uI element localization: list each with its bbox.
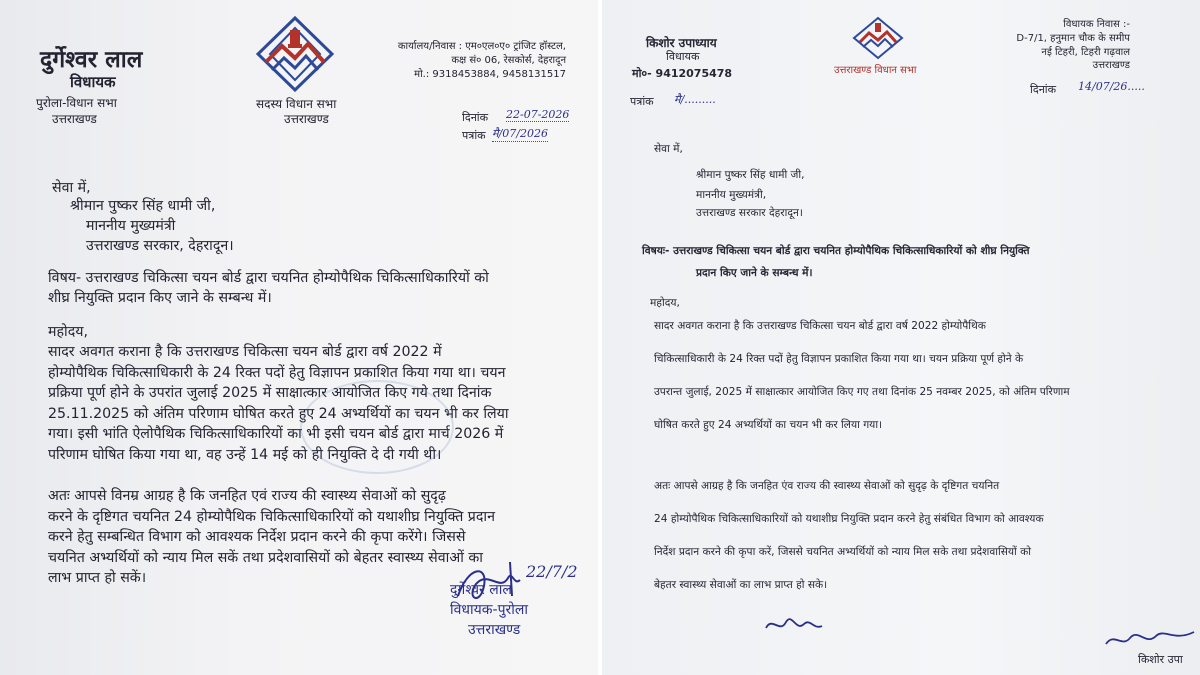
paragraph-line: अतः आपसे आग्रह है कि जनहित एंव राज्य की स्वास्थ्य सेवाओं को सुदृढ़ के दृष्टिगत चयनित [654, 480, 1000, 492]
paragraph-line: उपरान्त जुलाई, 2025 में साक्षात्कार आयोजित किए गए तथा दिनांक 25 नवम्बर 2025, को अंतिम परिणाम [654, 386, 1070, 398]
stamp-line: दुर्गेश्वर लाल [450, 582, 512, 598]
emblem-caption: सदस्य विधान सभा [256, 97, 337, 111]
signatory-stamp [450, 580, 528, 640]
date-value: 22-07-2026 [506, 108, 570, 121]
paragraph-line: करने के दृष्टिगत चयनित 24 होम्योपैथिक चिकित्साधिकारियों को यथाशीघ्र नियुक्ति प्रदान [48, 508, 495, 525]
sender-mobile: मो०- 9412075478 [632, 67, 733, 80]
stamp-line: विधायक-पुरोला [450, 602, 528, 618]
sender-state: उत्तराखण्ड [52, 112, 97, 126]
address-line: D-7/1, हनुमान चौक के समीप [1016, 32, 1130, 44]
paragraph-line: परिणाम घोषित किया गया था, वह उन्हें 14 मई को ही नियुक्ति दे दी गयी थी। [48, 446, 442, 463]
emblem-caption: उत्तराखण्ड विधान सभा [834, 65, 917, 76]
paragraph-line: प्रक्रिया पूर्ण होने के उपरांत जुलाई 2025 में साक्षात्कार आयोजित किए गये तथा दिनांक [48, 385, 492, 402]
signature-date: 22/7/2 [526, 562, 578, 581]
sender-address [366, 40, 566, 82]
sender-name: किशोर उपाध्याय [646, 36, 717, 50]
address-line: नई टिहरी, टिहरी गढ़वाल [1041, 46, 1130, 58]
reference-value: मै/07/2026 [492, 127, 548, 140]
body-paragraph-2 [654, 470, 1044, 602]
addressee-title: माननीय मुख्यमंत्री [86, 218, 176, 234]
reference-label: पत्रांक [462, 129, 486, 142]
paragraph-line: अतः आपसे विनम्र आग्रह है कि जनहित एवं राज्य की स्वास्थ्य सेवाओं को सुदृढ़ [48, 488, 446, 504]
uttarakhand-emblem-icon [852, 16, 904, 60]
paragraph-line: 25.11.2025 को अंतिम परिणाम घोषित करते हुए 24 अभ्यर्थियों का चयन भी कर लिया [48, 405, 509, 422]
body-paragraph-2 [48, 486, 495, 589]
paragraph-line: घोषित करते हुए 24 अभ्यर्थियों का चयन भी कर लिया गया। [654, 419, 883, 431]
addressee-intro: सेवा में, [52, 180, 91, 196]
sender-constituency: पुरोला-विधान सभा [36, 96, 117, 110]
paragraph-line: लाभ प्राप्त हो सकें। [48, 570, 147, 587]
sender-name: दुर्गेश्वर लाल [40, 47, 143, 73]
paragraph-line: सादर अवगत कराना है कि उत्तराखण्ड चिकित्सा चयन बोर्ड द्वारा वर्ष 2022 होम्योपैथिक [654, 320, 986, 332]
addressee-name: श्रीमान पुष्कर सिंह धामी जी, [696, 169, 805, 181]
address-line: कक्ष सं० 06, रेसकोर्स, देहरादून [451, 55, 566, 66]
address-line: कार्यालय/निवास : एम०एल०ए० ट्रांजिट हॉस्टल, [397, 41, 566, 52]
addressee-title: माननीय मुख्यमंत्री, [696, 189, 767, 201]
paragraph-line: करने हेतु सम्बन्धित विभाग को आवश्यक निर्देश प्रदान करने की कृपा करेंगे। जिससे [48, 529, 466, 546]
addressee-name: श्रीमान पुष्कर सिंह धामी जी, [70, 198, 216, 214]
paragraph-line: सादर अवगत कराना है कि उत्तराखण्ड चिकित्सा चयन बोर्ड द्वारा वर्ष 2022 में [48, 344, 442, 360]
stamp-bleed-through [300, 380, 454, 474]
paragraph-line: निर्देश प्रदान करने की कृपा करें, जिससे चयनित अभ्यर्थियों को न्याय मिल सके तथा प्रदेशवासियों को [654, 546, 1032, 558]
signature-scribble [1102, 624, 1198, 652]
date-label: दिनांक [1030, 83, 1057, 96]
initial-scribble [762, 610, 842, 640]
date-label: दिनांक [462, 111, 489, 124]
salutation: महोदय, [650, 297, 680, 309]
paragraph-line: चिकित्साधिकारी के 24 रिक्त पदों हेतु विज्ञापन प्रकाशित किया गया था। चयन प्रक्रिया पूर्ण होने के [654, 353, 1024, 365]
address-line: मो.: 9318453884, 9458131517 [414, 69, 566, 80]
addressee-intro: सेवा में, [654, 143, 683, 155]
paragraph-line: 24 होम्योपैथिक चिकित्साधिकारियों को यथाशीघ्र नियुक्ति प्रदान करने हेतु संबंधित विभाग को आवश्यक [654, 513, 1044, 525]
address-line: विधायक निवास :- [1063, 19, 1130, 30]
reference-value: मै/......... [674, 93, 716, 106]
sender-address [962, 18, 1130, 73]
emblem-caption-state: उत्तराखण्ड [284, 112, 329, 126]
sender-role: विधायक [666, 50, 700, 63]
addressee-office: उत्तराखण्ड सरकार, देहरादून। [86, 238, 234, 254]
paragraph-line: बेहतर स्वास्थ्य सेवाओं का लाभ प्राप्त हो सके। [654, 579, 828, 591]
paragraph-line: चयनित अभ्यर्थियों को न्याय मिल सकें तथा प्रदेशवासियों को बेहतर स्वास्थ्य सेवाओं का [48, 549, 483, 566]
addressee-office: उत्तराखण्ड सरकार देहरादून। [696, 207, 803, 219]
paragraph-line: गया। इसी भांति ऐलोपैथिक चिकित्साधिकारियों का भी इसी चयन बोर्ड द्वारा मार्च 2026 में [48, 426, 504, 443]
subject-line: प्रदान किए जाने के सम्बन्ध में। [696, 267, 813, 279]
stamp-line: उत्तराखण्ड [468, 622, 521, 638]
uttarakhand-emblem-icon [254, 14, 336, 92]
left-letter [0, 0, 598, 675]
subject-line: विषयः- उत्तराखण्ड चिकित्सा चयन बोर्ड द्वारा चयनित होम्योपैथिक चिकित्साधिकारियों को शीघ्र नियुक्ति [642, 245, 1030, 257]
sender-role: विधायक [70, 73, 116, 91]
salutation: महोदय, [48, 324, 88, 340]
paragraph-line: होम्योपैथिक चिकित्साधिकारी के 24 रिक्त पदों हेतु विज्ञापन प्रकाशित किया गया था। चयन [48, 364, 506, 381]
address-line: उत्तराखण्ड [1092, 60, 1130, 72]
subject-line: शीघ्र नियुक्ति प्रदान किए जाने के सम्बन्ध में। [48, 290, 272, 306]
date-value: 14/07/26..... [1078, 80, 1145, 93]
reference-label: पत्रांक [630, 95, 654, 108]
signatory-name: किशोर उपा [1138, 653, 1183, 666]
body-paragraph-1 [654, 310, 1070, 442]
right-letter [602, 0, 1200, 675]
subject-line: विषय- उत्तराखण्ड चिकित्सा चयन बोर्ड द्वारा चयनित होम्योपैथिक चिकित्साधिकारियों को [48, 270, 489, 286]
